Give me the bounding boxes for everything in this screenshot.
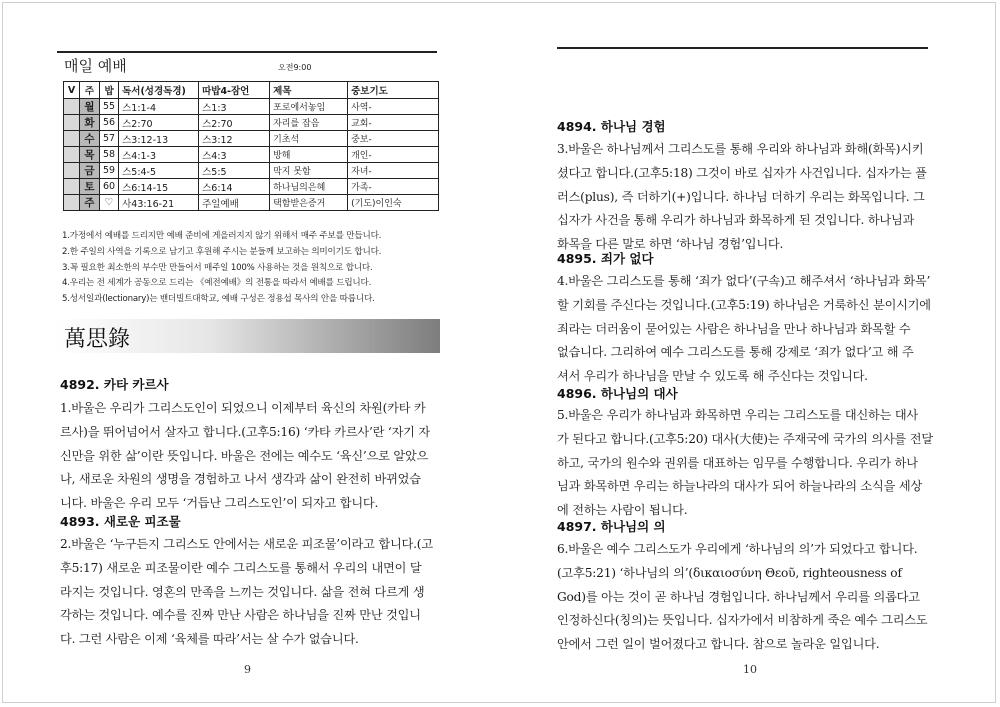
table-row — [64, 115, 439, 131]
section-paragraph — [60, 397, 440, 516]
num-cell: 57 — [100, 131, 119, 147]
paragraph-line: 하고, 국가의 원수와 권위를 대표하는 임무를 수행합니다. 우리가 하나 — [557, 455, 918, 470]
reading-cell: 스2:70 — [119, 115, 199, 131]
title-cell: 기초석 — [270, 131, 348, 147]
proverb-cell: 스1:3 — [199, 99, 270, 115]
col-header: 밥 — [100, 82, 119, 99]
day-cell: 목 — [80, 147, 100, 163]
check-cell — [64, 131, 80, 147]
section-heading: 4895. 죄가 없다 — [557, 251, 654, 266]
note-line: 2.한 주일의 사역을 기록으로 남기고 후원해 주시는 분들께 보고하는 의미이기도 합니다. — [62, 246, 382, 257]
paragraph-line: 신만을 위한 삶’이란 뜻입니다. 바울은 전에는 예수도 ‘육신’으로 알았으 — [60, 448, 429, 463]
note-line: 5.성서일과(lectionary)는 밴더빌트대학교, 예배 구성은 정용섭 목사의 안을 따릅니다. — [62, 294, 375, 305]
day-cell: 금 — [80, 163, 100, 179]
section-heading: 4896. 하나님의 대사 — [557, 386, 678, 401]
paragraph-line: 없습니다. 그리하여 예수 그리스도를 통해 강제로 ‘죄가 없다’고 해 주 — [557, 345, 914, 360]
proverb-cell: 스4:3 — [199, 147, 270, 163]
section-heading: 4894. 하나님 경험 — [557, 119, 666, 134]
paragraph-line: 십자가 사건을 통해 우리가 하나님과 화목하게 된 것입니다. 하나님과 — [557, 213, 915, 228]
paragraph-line: 2.바울은 ‘누구든지 그리스도 안에서는 새로운 피조물’이라고 합니다.(고 — [60, 537, 433, 551]
num-cell: 56 — [100, 115, 119, 131]
check-cell — [64, 115, 80, 131]
paragraph-line: 인정하신다(칭의)는 뜻입니다. 십자가에서 비참하게 죽은 예수 그리스도 — [557, 613, 928, 628]
paragraph-line: 셔서 우리가 하나님을 만날 수 있도록 해 주신다는 것입니다. — [557, 369, 868, 384]
paragraph-line: 님과 화목하면 우리는 하늘나라의 대사가 되어 하늘나라의 소식을 세상 — [557, 479, 923, 494]
paragraph-line: 4.바울은 그리스도를 통해 ‘죄가 없다’(구속)고 해주셔서 ‘하나님과 화목’ — [557, 274, 931, 288]
paragraph-line: 1.바울은 우리가 그리스도인이 되었으니 이제부터 육신의 차원(카타 카 — [60, 401, 426, 415]
worship-time: 오전9:00 — [278, 63, 312, 72]
paragraph-line: 나, 새로운 차원의 생명을 경험하고 나서 생각과 삶이 완전히 바뀌었습 — [60, 472, 421, 487]
title-cell: 자리를 잡음 — [270, 115, 348, 131]
prayer-cell: 자녀- — [348, 163, 439, 179]
paragraph-line: 죄라는 더러움이 묻어있는 사람은 하나님을 만나 하나님과 화목할 수 — [557, 321, 911, 336]
section-paragraph — [557, 404, 940, 523]
proverb-cell: 주일예배 — [199, 195, 270, 211]
paragraph-line: 라지는 것입니다. 영혼의 만족을 느끼는 것입니다. 삶을 전혀 다르게 생 — [60, 584, 425, 599]
table-row — [64, 163, 439, 179]
col-header: 주 — [80, 82, 100, 99]
paragraph-line: 5.바울은 우리가 하나님과 화목하면 우리는 그리스도를 대신하는 대사 — [557, 408, 918, 422]
check-cell — [64, 163, 80, 179]
day-cell: 주 — [80, 195, 100, 211]
note-line: 4.우리는 전 세계가 공동으로 드리는 《예전예배》의 전통을 따라서 예배를 드립니다. — [62, 278, 372, 289]
title-cell: 막지 못함 — [270, 163, 348, 179]
proverb-cell: 스6:14 — [199, 179, 270, 195]
check-cell — [64, 99, 80, 115]
proverb-cell: 스2:70 — [199, 115, 270, 131]
table-row — [64, 179, 439, 195]
prayer-cell: (기도)이인숙 — [348, 195, 439, 211]
prayer-cell: 사역- — [348, 99, 439, 115]
table-header-row — [64, 82, 439, 99]
paragraph-line: 르사)을 뛰어넘어서 살자고 합니다.(고후5:16) ‘카타 카르사’란 ‘자기 자 — [60, 424, 430, 439]
check-cell — [64, 195, 80, 211]
section-paragraph — [60, 533, 440, 652]
section-paragraph — [557, 538, 940, 657]
proverb-cell: 스3:12 — [199, 131, 270, 147]
section-paragraph — [557, 270, 940, 389]
proverb-cell: 스5:5 — [199, 163, 270, 179]
worship-notes — [62, 229, 442, 308]
section-heading: 4897. 하나님의 의 — [557, 519, 666, 534]
paragraph-line: 각하는 것입니다. 예수를 진짜 만난 사람은 하나님을 진짜 만난 것입니 — [60, 608, 421, 623]
paragraph-line: God)를 아는 것이 곧 하나님 경험입니다. 하나님께서 우리를 의롭다고 — [557, 589, 920, 604]
page-number: 10 — [743, 663, 757, 676]
table-row — [64, 99, 439, 115]
col-header: 따밥4-잠언 — [199, 82, 270, 99]
check-cell — [64, 179, 80, 195]
reading-cell: 스5:4-5 — [119, 163, 199, 179]
day-cell: 월 — [80, 99, 100, 115]
top-rule — [57, 51, 437, 53]
reading-cell: 스6:14-15 — [119, 179, 199, 195]
table-row — [64, 195, 439, 211]
col-header: 중보기도 — [348, 82, 439, 99]
num-cell: 55 — [100, 99, 119, 115]
title-cell: 방해 — [270, 147, 348, 163]
col-header: V — [64, 82, 80, 99]
banner-title: 萬思錄 — [64, 327, 131, 352]
section-paragraph — [557, 138, 940, 257]
table-row — [64, 147, 439, 163]
prayer-cell: 개인- — [348, 147, 439, 163]
reading-cell: 스3:12-13 — [119, 131, 199, 147]
note-line: 1.가정에서 예배를 드리지만 예배 준비에 게을러지지 않기 위해서 매주 주보를 만듭니다. — [62, 231, 382, 241]
page-number: 9 — [244, 663, 251, 676]
reading-cell: 사43:16-21 — [119, 195, 199, 211]
note-line: 3.꼭 필요한 최소한의 부수만 만들어서 매주일 100% 사용하는 것을 원칙으로 합니다. — [62, 262, 373, 273]
section-banner — [56, 319, 440, 353]
num-cell: 59 — [100, 163, 119, 179]
paragraph-line: 후5:17) 새로운 피조물이란 예수 그리스도를 통해서 우리의 내면이 달 — [60, 560, 422, 575]
paragraph-line: (고후5:21) ‘하나님의 의’(δικαιοσύνη Θεοῦ, righteousness of — [557, 565, 902, 580]
prayer-cell: 교회- — [348, 115, 439, 131]
prayer-cell: 중보- — [348, 131, 439, 147]
weekly-schedule-table — [63, 81, 439, 211]
title-cell: 포로에서놓임 — [270, 99, 348, 115]
paragraph-line: 6.바울은 예수 그리스도가 우리에게 ‘하나님의 의’가 되었다고 합니다. — [557, 542, 918, 556]
section-heading: 4893. 새로운 피조물 — [60, 514, 181, 529]
check-cell — [64, 147, 80, 163]
col-header: 독서(성경독경) — [119, 82, 199, 99]
paragraph-line: 에 전하는 사람이 됩니다. — [557, 503, 688, 518]
paragraph-line: 가 된다고 합니다.(고후5:20) 대사(大使)는 주재국에 국가의 의사를 전달 — [557, 431, 933, 446]
reading-cell: 스4:1-3 — [119, 147, 199, 163]
num-cell: 60 — [100, 179, 119, 195]
paragraph-line: 안에서 그런 일이 벌어졌다고 합니다. 참으로 놀라운 일입니다. — [557, 637, 880, 652]
paragraph-line: 화목을 다른 말로 하면 ‘하나님 경험’입니다. — [557, 237, 784, 252]
num-cell: ♡ — [100, 195, 119, 211]
day-cell: 수 — [80, 131, 100, 147]
paragraph-line: 니다. 바울은 우리 모두 ‘거듭난 그리스도인’이 되자고 합니다. — [60, 496, 379, 511]
paragraph-line: 할 기회를 주신다는 것입니다.(고후5:19) 하나님은 거룩하신 분이시기에 — [557, 297, 931, 312]
title-cell: 하나님의은혜 — [270, 179, 348, 195]
section-heading: 4892. 카타 카르사 — [60, 377, 169, 392]
day-cell: 토 — [80, 179, 100, 195]
title-cell: 택함받은증거 — [270, 195, 348, 211]
num-cell: 58 — [100, 147, 119, 163]
paragraph-line: 러스(plus), 즉 더하기(+)입니다. 하나님 더하기 우리는 화목입니다. 그 — [557, 189, 925, 204]
prayer-cell: 가족- — [348, 179, 439, 195]
reading-cell: 스1:1-4 — [119, 99, 199, 115]
top-rule — [557, 47, 928, 49]
day-cell: 화 — [80, 115, 100, 131]
table-row — [64, 131, 439, 147]
right-page — [500, 0, 1000, 707]
daily-worship-title: 매일 예배 — [64, 57, 127, 75]
paragraph-line: 다. 그런 사람은 이제 ‘육체를 따라’서는 살 수가 없습니다. — [60, 632, 359, 647]
paragraph-line: 3.바울은 하나님께서 그리스도를 통해 우리와 하나님과 화해(화목)시키 — [557, 142, 924, 156]
col-header: 제목 — [270, 82, 348, 99]
paragraph-line: 셨다고 합니다.(고후5:18) 그것이 바로 십자가 사건입니다. 십자가는 플 — [557, 165, 927, 180]
